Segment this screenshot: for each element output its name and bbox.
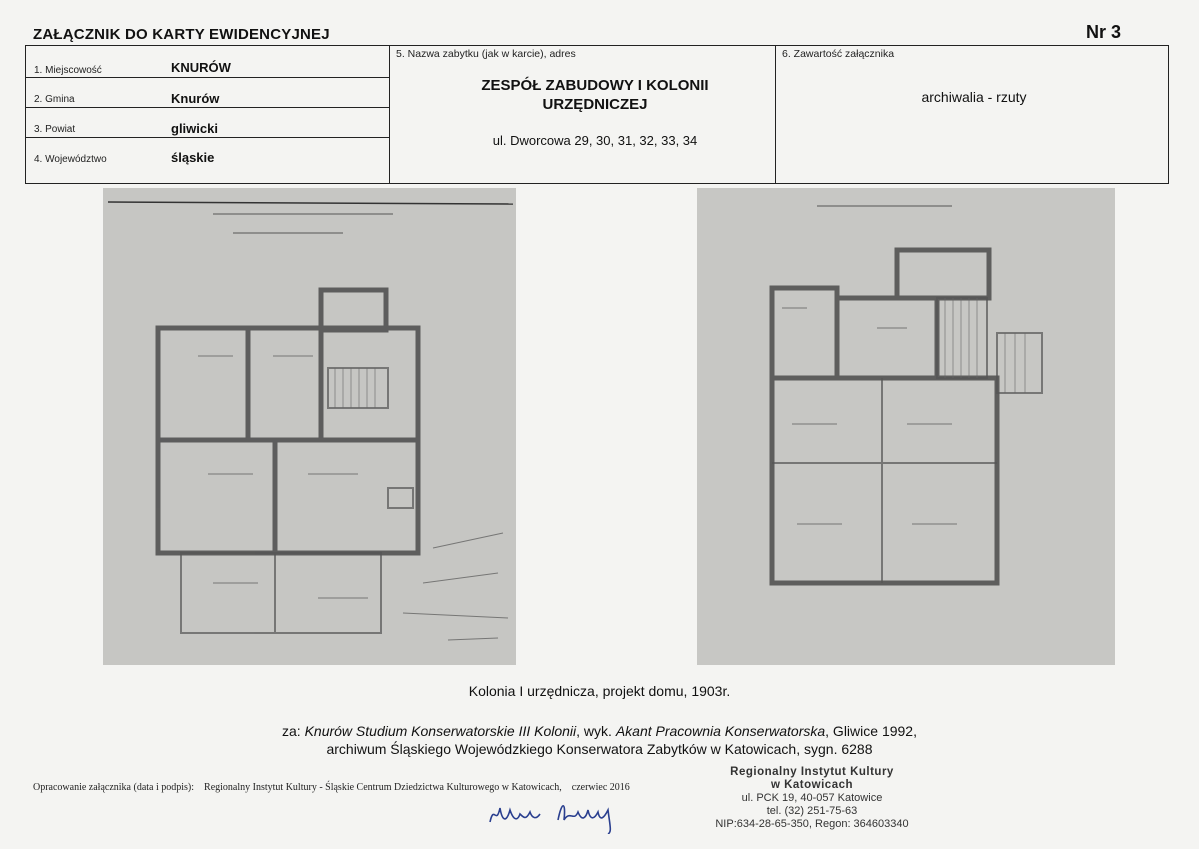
- record-card-grid: [25, 45, 1169, 184]
- floor-plan-image-left: [103, 188, 516, 665]
- commune-label: 2. Gmina: [34, 94, 75, 105]
- stamp-line1: Regionalny Instytut Kultury: [730, 766, 894, 778]
- monument-name-line1: ZESPÓŁ ZABUDOWY I KOLONII: [481, 77, 709, 94]
- grid-divider-2: [775, 46, 776, 183]
- monument-label: 5. Nazwa zabytku (jak w karcie), adres: [396, 48, 576, 60]
- handwritten-signature: [486, 796, 636, 834]
- source-citation: [0, 722, 1199, 758]
- source-author: Akant Pracownia Konserwatorska: [615, 723, 826, 739]
- source-suffix: , Gliwice 1992,: [825, 723, 917, 739]
- district-value: gliwicki: [171, 121, 218, 136]
- content-value: archiwalia - rzuty: [921, 89, 1027, 105]
- row-divider-2: [26, 107, 389, 108]
- stamp-line3: ul. PCK 19, 40-057 Katowice: [741, 792, 883, 804]
- row-divider-1: [26, 77, 389, 78]
- floor-plan-image-right: [697, 188, 1115, 665]
- voivodeship-value: śląskie: [171, 150, 215, 165]
- source-prefix: za:: [282, 723, 305, 739]
- locality-label: 1. Miejscowość: [34, 65, 102, 76]
- voivodeship-label: 4. Województwo: [34, 154, 107, 165]
- source-line1: [0, 722, 1199, 740]
- locality-value: KNURÓW: [171, 60, 231, 75]
- district-label: 3. Powiat: [34, 124, 76, 135]
- floor-plan-drawing-left: [103, 188, 516, 665]
- monument-address: ul. Dworcowa 29, 30, 31, 32, 33, 34: [492, 133, 698, 148]
- monument-name-line2: URZĘDNICZEJ: [542, 96, 648, 113]
- stamp-line2: w Katowicach: [770, 779, 854, 791]
- content-label: 6. Zawartość załącznika: [782, 48, 895, 60]
- source-line2: archiwum Śląskiego Wojewódzkiego Konserwatora Zabytków w Katowicach, sygn. 6288: [326, 741, 873, 757]
- source-title: Knurów Studium Konserwatorskie III Kolonii: [304, 723, 577, 739]
- floor-plan-drawing-right: [697, 188, 1115, 665]
- source-mid: , wyk.: [576, 723, 616, 739]
- footer-label: Opracowanie załącznika (data i podpis):: [33, 782, 195, 793]
- stamp-line4: tel. (32) 251-75-63: [766, 805, 858, 817]
- footer-org: Regionalny Instytut Kultury - Śląskie Centrum Dziedzictwa Kulturowego w Katowicach,: [204, 782, 562, 793]
- figure-caption: Kolonia I urzędnicza, projekt domu, 1903r.: [468, 683, 731, 699]
- footer-prepared-by: [33, 782, 630, 793]
- footer-date: czerwiec 2016: [571, 782, 630, 793]
- stamp-line5: NIP:634-28-65-350, Regon: 364603340: [715, 818, 909, 830]
- institution-stamp: [692, 766, 932, 831]
- attachment-number: Nr 3: [1085, 22, 1121, 42]
- monument-name: [390, 76, 800, 114]
- row-divider-3: [26, 137, 389, 138]
- grid-divider-1: [389, 46, 390, 183]
- document-title: ZAŁĄCZNIK DO KARTY EWIDENCYJNEJ: [33, 26, 330, 43]
- commune-value: Knurów: [171, 91, 220, 106]
